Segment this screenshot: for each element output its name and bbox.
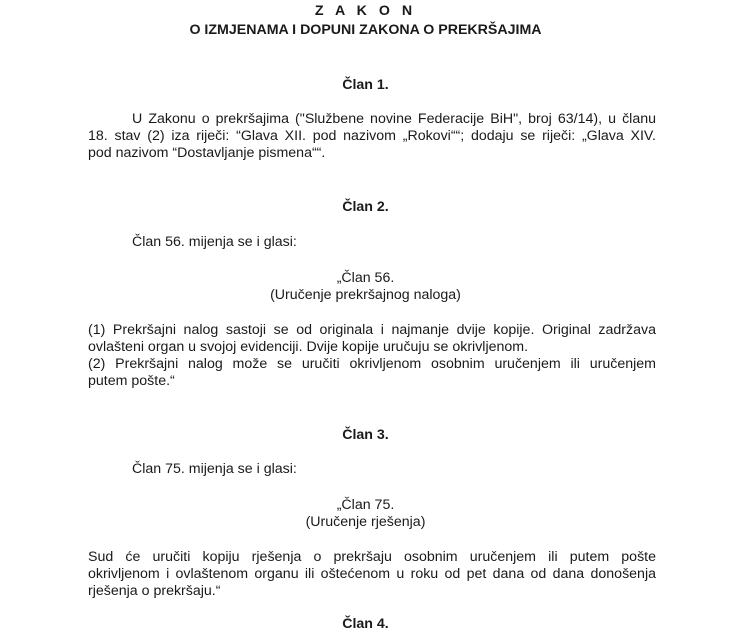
article-2-intro: Član 56. mijenja se i glasi: — [132, 234, 297, 250]
article-2-quoted-heading: „Član 56. — [336, 270, 395, 286]
article-3-line-2: okrivljenom i ovlaštenom organu ili oštećenom u roku od pet dana od dana donošenja — [88, 566, 656, 582]
article-3-intro: Član 75. mijenja se i glasi: — [132, 461, 297, 477]
article-1-line-3: pod nazivom “Dostavljanje pismena““. — [88, 145, 326, 161]
article-2-paragraph-1-line-2: ovlašteni organ u svojoj evidenciji. Dvije kopije uručuju se okrivljenom. — [88, 339, 529, 355]
article-2-quoted-subheading: (Uručenje prekršajnog naloga) — [270, 287, 461, 303]
article-3-quoted-heading: „Član 75. — [336, 497, 395, 513]
article-2-heading: Član 2. — [342, 199, 389, 215]
article-1-line-1: U Zakonu o prekršajima ("Službene novine Federacije BiH", broj 63/14), u članu — [132, 111, 656, 127]
article-3-quoted-subheading: (Uručenje rješenja) — [305, 514, 426, 530]
document-title: Z A K O N — [314, 3, 417, 19]
article-3-heading: Član 3. — [342, 427, 389, 443]
article-2-paragraph-2-line-1: (2) Prekršajni nalog može se uručiti okrivljenom osobnim uručenjem ili uručenjem — [88, 356, 656, 372]
article-2-paragraph-1-line-1: (1) Prekršajni nalog sastoji se od originala i najmanje dvije kopije. Original zadržava — [88, 322, 656, 338]
document-subtitle: O IZMJENAMA I DOPUNI ZAKONA O PREKRŠAJIMA — [189, 22, 542, 38]
article-3-line-3: rješenja o prekršaju.“ — [88, 583, 221, 599]
article-2-paragraph-2-line-2: putem pošte.“ — [88, 373, 175, 389]
article-1-heading: Član 1. — [342, 77, 389, 93]
article-4-heading: Član 4. — [342, 616, 389, 632]
article-3-line-1: Sud će uručiti kopiju rješenja o prekršaju osobnim uručenjem ili putem pošte — [88, 549, 656, 565]
article-1-line-2: 18. stav (2) iza riječi: “Glava XII. pod nazivom „Rokovi““; dodaju se riječi: „Glava XIV. — [88, 128, 656, 144]
